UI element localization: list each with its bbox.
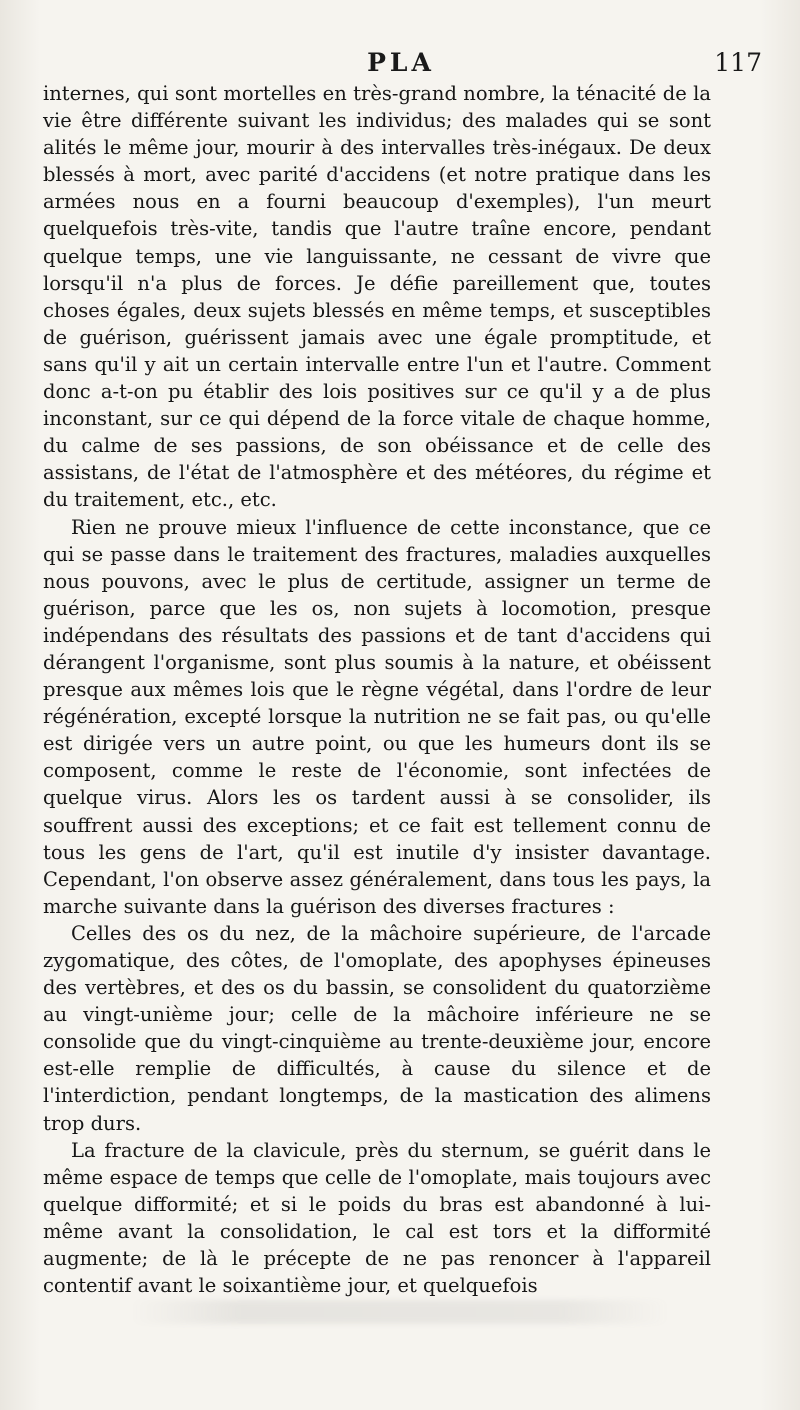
page-number: 117 — [714, 48, 762, 77]
paragraph-4: La fracture de la clavicule, près du sternum, se guérit dans le même espace de temps que celle de l'omoplate, mais toujours avec quelque difformité; et si le poids du bras est abandonné à lui-même avant la consolidation, le cal est tors et la difformité augmente; de là le précepte de ne pas renoncer à l'appareil contentif avant le soixantième jour, et quelquefois — [43, 1138, 711, 1298]
paragraph-2: Rien ne prouve mieux l'influence de cette inconstance, que ce qui se passe dans le traitement des fractures, maladies auxquelles nous pouvons, avec le plus de certitude, assigner un terme de guérison, parce que les os, non sujets à locomotion, presque indépendans des résultats des passions et de tant d'accidens qui dérangent l'organisme, sont plus soumis à la nature, et obéissent presque aux mêmes lois que le règne végétal, dans l'ordre de leur régénération, excepté lorsque la nutrition ne se fait pas, ou qu'elle est dirigée vers un autre point, ou que les humeurs dont ils se composent, comme le reste de l'économie, sont infectées de quelque virus. Alors les os tardent aussi à se consolider, ils souffrent aussi des exceptions; et ce fait est tellement connu de tous les gens de l'art, qu'il est inutile d'y insister davantage. Cependant, l'on observe assez généralement, dans tous les pays, la marche suivante dans la guérison des diverses fractures : — [43, 515, 711, 918]
paragraph-1: internes, qui sont mortelles en très-grand nombre, la ténacité de la vie être différente suivant les individus; des malades qui se sont alités le même jour, mourir à des intervalles très-inégaux. De deux blessés à mort, avec parité d'accidens (et notre pratique dans les armées nous en a fourni beaucoup d'exemples), l'un meurt quelquefois très-vite, tandis que l'autre traîne encore, pendant quelque temps, une vie languissante, ne cessant de vivre que lorsqu'il n'a plus de forces. Je défie pareillement que, toutes choses égales, deux sujets blessés en même temps, et susceptibles de guérison, guérissent jamais avec une égale promptitude, et sans qu'il y ait un certain intervalle entre l'un et l'autre. Comment donc a-t-on pu établir des lois positives sur ce qu'il y a de plus inconstant, sur ce qui dépend de la force vitale de chaque homme, du calme de ses passions, de son obéissance et de celle des assistans, de l'état de l'atmosphère et des météores, du régime et du traitement, etc., etc. — [43, 82, 711, 512]
paragraph-3: Celles des os du nez, de la mâchoire supérieure, de l'arcade zygomatique, des côtes, de l'omoplate, des apophyses épineuses des vertèbres, et des os du bassin, se consolident du quatorzième au vingt-unième jour; celle de la mâchoire inférieure ne se consolide que du vingt-cinquième au trente-deuxième jour, encore est-elle remplie de difficultés, à cause du silence et de l'interdiction, pendant longtemps, de la mastication des alimens trop durs. — [43, 921, 711, 1135]
show-through-smudge — [130, 1300, 670, 1324]
running-head: PLA — [367, 48, 435, 77]
body-text — [43, 80, 711, 1299]
